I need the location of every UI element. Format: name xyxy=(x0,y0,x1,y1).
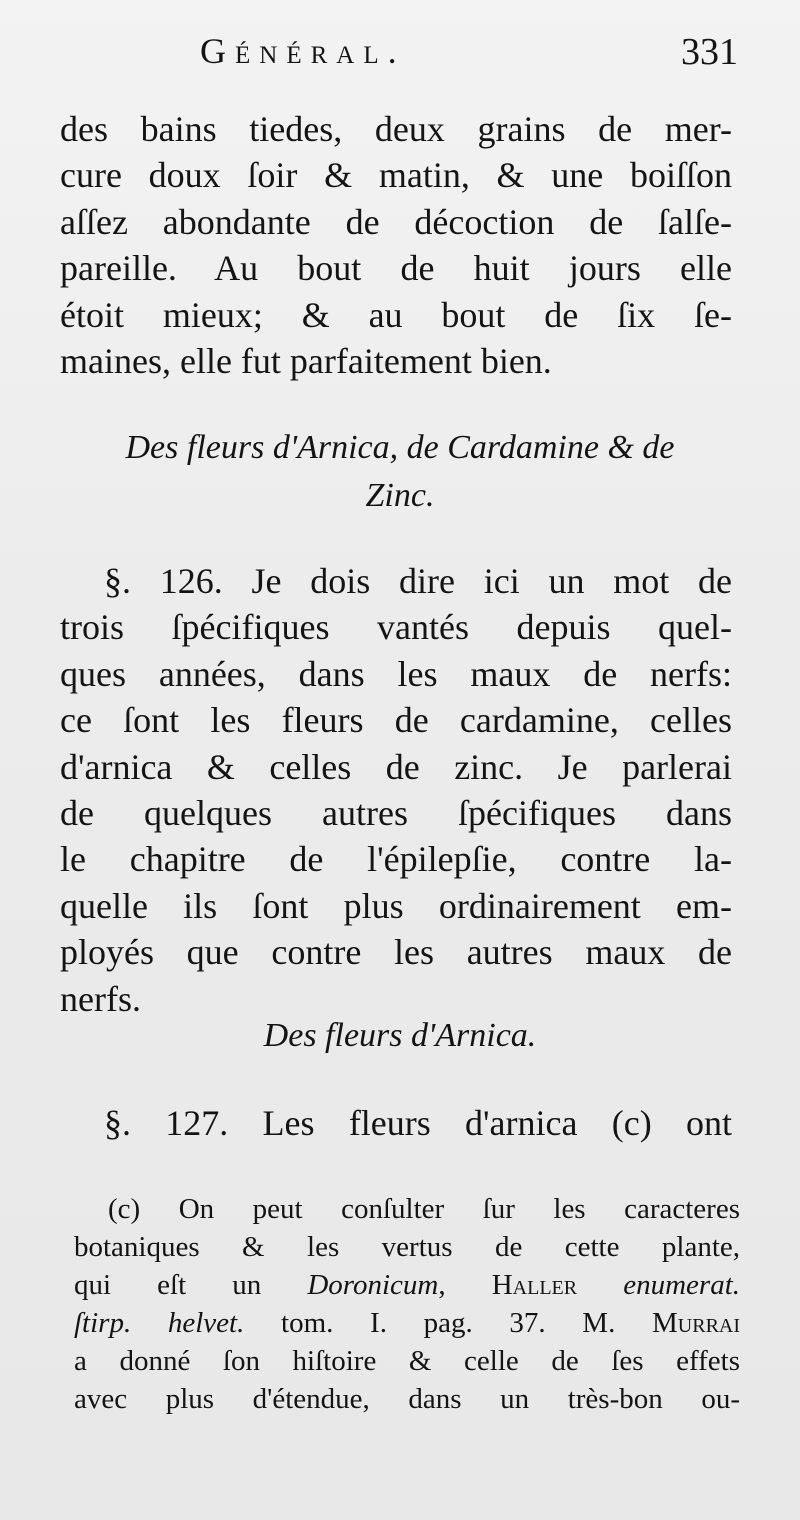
text-line: maines, elle fut parfaitement bien. xyxy=(60,340,552,381)
text-line: nerfs. xyxy=(60,978,141,1019)
footnote xyxy=(74,1190,740,1418)
page-header xyxy=(0,30,800,80)
text-line: aſſez abondante de décoction de ſalſe- xyxy=(60,201,732,242)
text-line: pareille. Au bout de huit jours elle xyxy=(60,248,732,289)
text-line: le chapitre de l'épilepſie, contre la- xyxy=(60,839,732,880)
footnote-line: botaniques & les vertus de cette plante, xyxy=(74,1231,740,1263)
page-number: 331 xyxy=(681,31,738,73)
author-name: Haller xyxy=(491,1269,578,1301)
footnote-text: tom. I. pag. 37. M. xyxy=(244,1307,652,1339)
paragraph-127 xyxy=(60,1100,732,1146)
footnote-line xyxy=(74,1304,740,1342)
author-name: Murrai xyxy=(652,1307,741,1339)
footnote-text: , xyxy=(438,1269,492,1301)
text-line: étoit mieux; & au bout de ſix ſe- xyxy=(60,294,732,335)
section-heading-arnica-cardamine-zinc xyxy=(40,424,760,520)
footnote-line: a donné ſon hiſtoire & celle de ſes effets xyxy=(74,1345,740,1377)
footnote-italic: Doronicum xyxy=(307,1269,439,1301)
footnote-italic: ſtirp. helvet. xyxy=(74,1307,245,1339)
heading-line: Des fleurs d'Arnica, de Cardamine & de xyxy=(125,429,675,466)
text-line: cure doux ſoir & matin, & une boiſſon xyxy=(60,155,732,196)
footnote-line xyxy=(74,1266,740,1304)
text-line: §. 127. Les fleurs d'arnica (c) ont xyxy=(104,1103,732,1143)
footnote-line: (c) On peut conſulter ſur les caracteres xyxy=(108,1193,740,1225)
text-line: ce ſont les fleurs de cardamine, celles xyxy=(60,700,732,741)
text-line: de quelques autres ſpécifiques dans xyxy=(60,792,732,833)
text-line: §. 126. Je dois dire ici un mot de xyxy=(104,561,732,601)
footnote-text: qui eſt un xyxy=(74,1269,308,1301)
footnote-line: avec plus d'étendue, dans un très-bon ou- xyxy=(74,1383,740,1415)
heading-line: Zinc. xyxy=(365,477,435,514)
text-line: des bains tiedes, deux grains de mer- xyxy=(60,109,732,149)
running-title: Général. xyxy=(200,31,406,71)
text-line: ployés que contre les autres maux de xyxy=(60,932,732,973)
text-line: trois ſpécifiques vantés depuis quel- xyxy=(60,607,732,648)
text-line: ques années, dans les maux de nerfs: xyxy=(60,653,732,694)
section-heading-arnica xyxy=(160,1012,640,1060)
paragraph-continued xyxy=(60,106,732,384)
text-line: d'arnica & celles de zinc. Je parlerai xyxy=(60,746,732,787)
paragraph-126 xyxy=(60,558,732,1022)
footnote-italic: enumerat. xyxy=(577,1269,741,1301)
text-line: quelle ils ſont plus ordinairement em- xyxy=(60,885,732,926)
heading-line: Des fleurs d'Arnica. xyxy=(263,1017,537,1054)
